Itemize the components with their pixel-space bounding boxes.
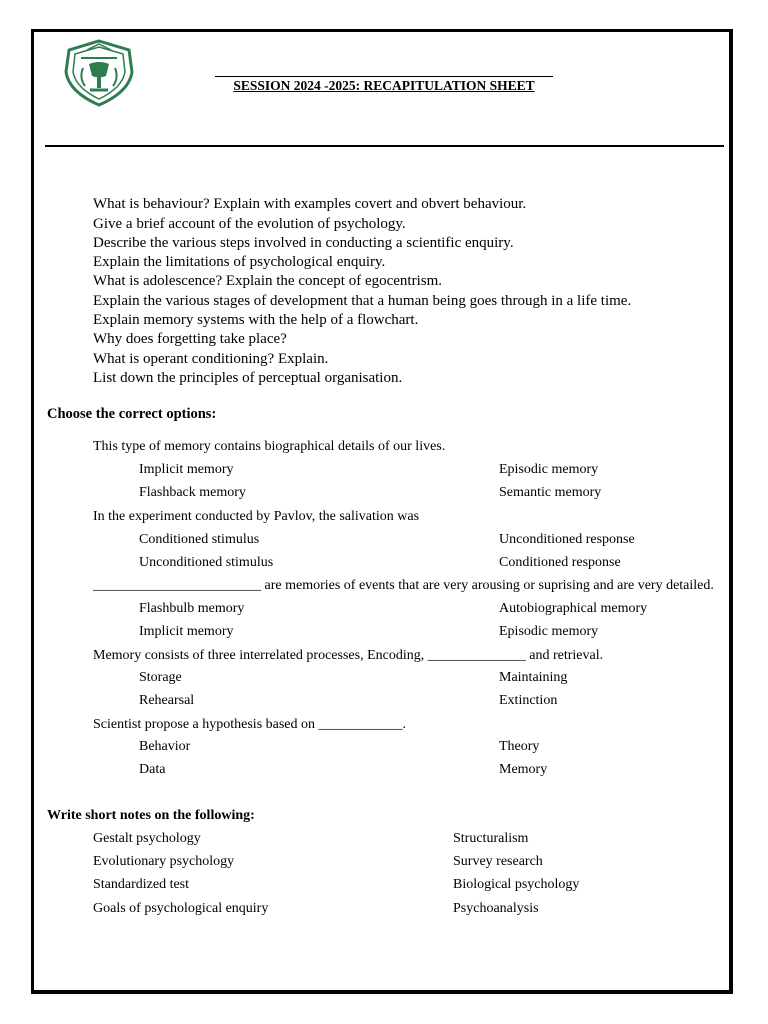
mcq-option: Rehearsal <box>139 693 195 708</box>
mcq-heading: Choose the correct options: <box>47 406 217 422</box>
question-item: Give a brief account of the evolution of psychology. <box>93 216 406 232</box>
mcq-option: Autobiographical memory <box>499 601 648 616</box>
page-title: SESSION 2024 -2025: RECAPITULATION SHEET <box>233 78 535 93</box>
question-item: Explain memory systems with the help of a flowchart. <box>93 312 419 328</box>
mcq-option: Conditioned response <box>499 555 621 570</box>
question-item: List down the principles of perceptual organisation. <box>93 370 403 386</box>
note-item: Psychoanalysis <box>453 901 539 916</box>
question-item: Explain the limitations of psychological enquiry. <box>93 254 386 270</box>
question-item: What is operant conditioning? Explain. <box>93 351 329 367</box>
note-item: Structuralism <box>453 831 529 846</box>
title-overline <box>215 76 553 77</box>
mcq-option: Extinction <box>499 693 558 708</box>
mcq-option: Storage <box>139 670 182 685</box>
mcq-option: Flashbulb memory <box>139 601 245 616</box>
mcq-option: Behavior <box>139 739 191 754</box>
mcq-option: Unconditioned stimulus <box>139 555 274 570</box>
question-item: Explain the various stages of development that a human being goes through in a life time. <box>93 293 632 309</box>
mcq-stem: This type of memory contains biographical details of our lives. <box>93 439 446 454</box>
header-divider <box>45 145 724 147</box>
question-item: Why does forgetting take place? <box>93 331 287 347</box>
question-item: What is adolescence? Explain the concept of egocentrism. <box>93 273 443 289</box>
school-crest-logo-icon <box>59 38 139 108</box>
question-item: What is behaviour? Explain with examples covert and obvert behaviour. <box>93 196 527 212</box>
mcq-stem: ________________________ are memories of events that are very arousing or suprising and are very detailed. <box>93 578 714 593</box>
question-item: Describe the various steps involved in conducting a scientific enquiry. <box>93 235 514 251</box>
mcq-option: Maintaining <box>499 670 568 685</box>
mcq-option: Conditioned stimulus <box>139 532 260 547</box>
notes-heading: Write short notes on the following: <box>47 808 255 823</box>
mcq-stem: In the experiment conducted by Pavlov, the salivation was <box>93 509 420 524</box>
mcq-stem: Scientist propose a hypothesis based on ____________. <box>93 717 407 732</box>
mcq-option: Unconditioned response <box>499 532 635 547</box>
note-item: Survey research <box>453 854 543 869</box>
mcq-option: Implicit memory <box>139 462 234 477</box>
note-item: Gestalt psychology <box>93 831 201 846</box>
mcq-option: Semantic memory <box>499 485 602 500</box>
mcq-option: Theory <box>499 739 540 754</box>
mcq-option: Episodic memory <box>499 624 599 639</box>
mcq-stem: Memory consists of three interrelated processes, Encoding, ______________ and retrieval. <box>93 648 604 663</box>
mcq-option: Episodic memory <box>499 462 599 477</box>
mcq-option: Data <box>139 762 166 777</box>
mcq-option: Implicit memory <box>139 624 234 639</box>
mcq-option: Flashback memory <box>139 485 246 500</box>
note-item: Biological psychology <box>453 877 580 892</box>
note-item: Standardized test <box>93 877 190 892</box>
note-item: Evolutionary psychology <box>93 854 235 869</box>
note-item: Goals of psychological enquiry <box>93 901 269 916</box>
mcq-option: Memory <box>499 762 548 777</box>
